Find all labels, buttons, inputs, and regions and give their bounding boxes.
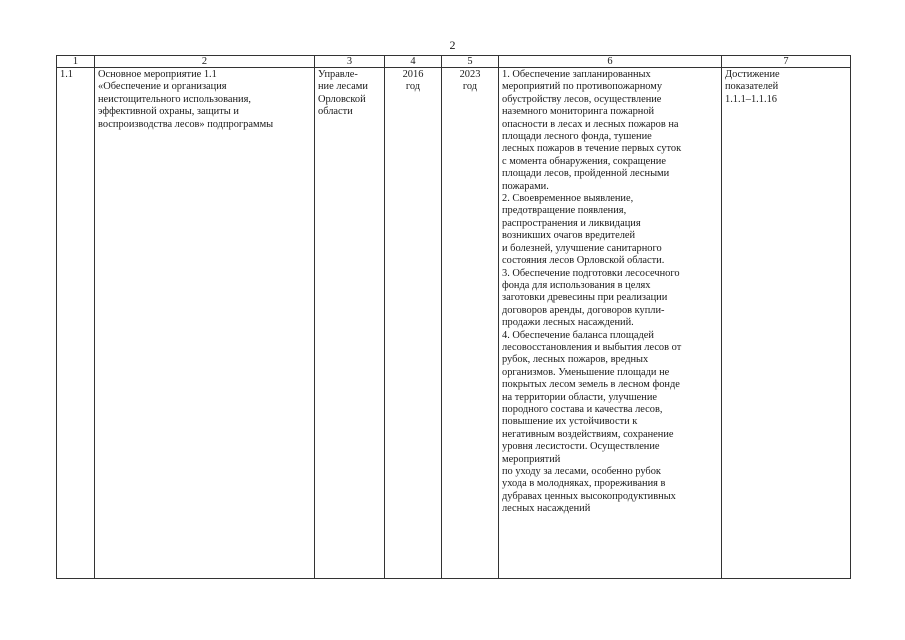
column-number: 7 bbox=[722, 56, 851, 68]
text-line: фонда для использования в целях bbox=[502, 279, 651, 291]
text-line: Управле- bbox=[318, 69, 358, 80]
text-line: продажи лесных насаждений. bbox=[502, 317, 634, 329]
text-line: распространения и ликвидация bbox=[502, 217, 641, 229]
text-line: негативным воздействиям, сохранение bbox=[502, 428, 674, 440]
text-line: Достижение bbox=[725, 69, 780, 80]
expected-results-text bbox=[502, 69, 718, 516]
text-line: Орловской bbox=[318, 93, 366, 105]
text-line: с момента обнаружения, сокращение bbox=[502, 155, 666, 167]
text-line: Основное мероприятие 1.1 bbox=[98, 69, 217, 80]
text-line: «Обеспечение и организация bbox=[98, 81, 227, 93]
text-line: воспроизводства лесов» подпрограммы bbox=[98, 118, 274, 130]
text-line: год bbox=[405, 81, 421, 93]
event-title-cell bbox=[95, 68, 315, 579]
text-line: договоров аренды, договоров купли- bbox=[502, 304, 665, 316]
text-line: лесовосстановления и выбытия лесов от bbox=[502, 341, 682, 353]
column-number: 2 bbox=[95, 56, 315, 68]
start-year-cell bbox=[385, 68, 442, 579]
text-line: лесных пожаров в течение первых суток bbox=[502, 143, 682, 155]
text-line: обустройству лесов, осуществление bbox=[502, 93, 662, 105]
text-line: площади лесного фонда, тушение bbox=[502, 131, 652, 143]
column-number: 4 bbox=[385, 56, 442, 68]
column-number: 1 bbox=[57, 56, 95, 68]
text-line: породного состава и качества лесов, bbox=[502, 403, 663, 415]
text-line: 3. Обеспечение подготовки лесосечного bbox=[502, 267, 680, 279]
page-number: 2 bbox=[449, 38, 456, 52]
text-line: по уходу за лесами, особенно рубок bbox=[502, 466, 661, 477]
text-line: области bbox=[318, 106, 353, 118]
row-number-cell bbox=[57, 68, 95, 579]
measures-table bbox=[56, 55, 851, 579]
executor-cell bbox=[315, 68, 385, 579]
column-number: 6 bbox=[499, 56, 722, 68]
text-line: ухода в молодняках, прореживания в bbox=[502, 478, 666, 490]
text-line: год bbox=[462, 81, 478, 93]
text-line: возникших очагов вредителей bbox=[502, 230, 636, 242]
text-line: на территории области, улучшение bbox=[502, 391, 658, 403]
text-line: покрытых лесом земель в лесном фонде bbox=[502, 379, 680, 391]
text-line: пожарами. bbox=[502, 180, 549, 192]
text-line: ние лесами bbox=[318, 81, 368, 93]
text-line: и болезней, улучшение санитарного bbox=[502, 242, 662, 254]
text-line: 1.1.1–1.1.16 bbox=[725, 93, 777, 105]
text-line: 2016 bbox=[402, 69, 424, 80]
text-line: площади лесов, пройденной лесными bbox=[502, 168, 670, 180]
text-line: 2023 bbox=[459, 69, 481, 80]
column-number: 3 bbox=[315, 56, 385, 68]
indicators-cell bbox=[722, 68, 851, 579]
end-year-cell bbox=[442, 68, 499, 579]
text-line: рубок, лесных пожаров, вредных bbox=[502, 354, 649, 366]
text-line: мероприятий bbox=[502, 453, 561, 465]
text-line: уровня лесистости. Осуществление bbox=[502, 441, 660, 453]
row-number: 1.1 bbox=[60, 69, 73, 80]
text-line: эффективной охраны, защиты и bbox=[98, 106, 239, 118]
expected-results-cell bbox=[499, 68, 722, 579]
text-line: лесных насаждений bbox=[502, 503, 591, 515]
text-line: состояния лесов Орловской области. bbox=[502, 255, 665, 267]
text-line: заготовки древесины при реализации bbox=[502, 292, 668, 304]
column-number: 5 bbox=[442, 56, 499, 68]
text-line: дубравах ценных высокопродуктивных bbox=[502, 490, 676, 502]
text-line: предотвращение появления, bbox=[502, 205, 627, 217]
text-line: показателей bbox=[725, 81, 779, 93]
text-line: повышение их устойчивости к bbox=[502, 416, 638, 428]
text-line: наземного мониторинга пожарной bbox=[502, 106, 655, 118]
text-line: неистощительного использования, bbox=[98, 93, 251, 105]
text-line: 1. Обеспечение запланированных bbox=[502, 69, 651, 80]
text-line: организмов. Уменьшение площади не bbox=[502, 366, 670, 378]
text-line: 2. Своевременное выявление, bbox=[502, 193, 634, 205]
table-row bbox=[57, 68, 851, 579]
text-line: мероприятий по противопожарному bbox=[502, 81, 663, 93]
text-line: опасности в лесах и лесных пожаров на bbox=[502, 118, 679, 130]
text-line: 4. Обеспечение баланса площадей bbox=[502, 329, 654, 341]
column-number-row bbox=[57, 56, 851, 68]
